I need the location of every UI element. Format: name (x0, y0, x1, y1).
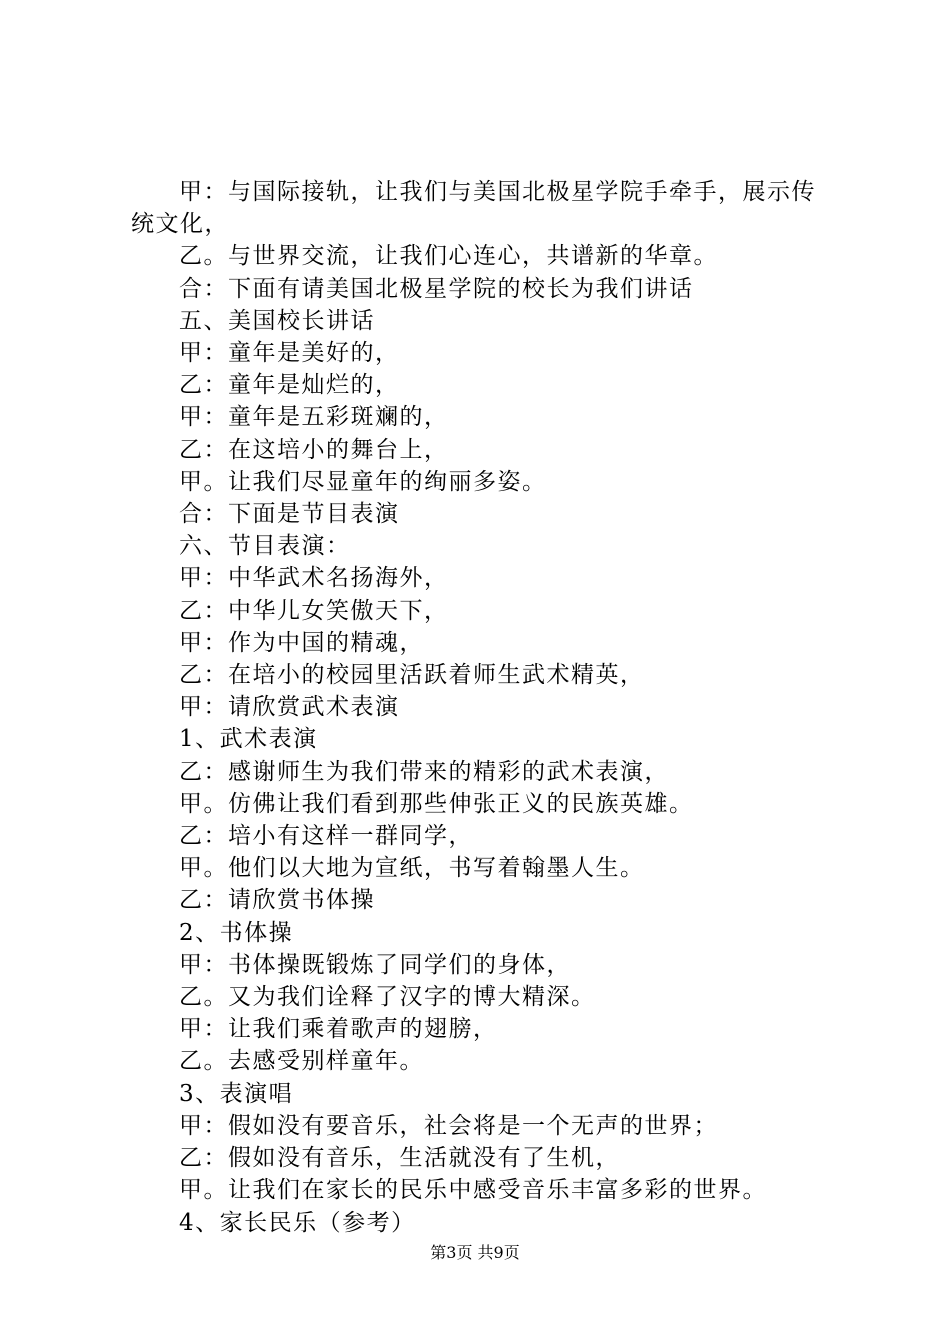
program-item-heading: 4、家长民乐（参考） (179, 1209, 416, 1236)
paragraph: 乙：童年是灿烂的， (179, 372, 400, 399)
document-body (131, 176, 831, 1239)
paragraph: 甲：书体操既锻炼了同学们的身体， (179, 951, 571, 978)
paragraph: 乙。与世界交流，让我们心连心，共谱新的华章。 (179, 243, 718, 270)
paragraph: 合：下面是节目表演 (179, 501, 400, 528)
section-heading: 六、节目表演： (179, 533, 351, 560)
paragraph: 甲：请欣赏武术表演 (179, 694, 400, 721)
paragraph: 乙：在培小的校园里活跃着师生武术精英， (179, 662, 645, 689)
paragraph: 甲：作为中国的精魂， (179, 629, 424, 656)
paragraph: 甲。仿佛让我们看到那些伸张正义的民族英雄。 (179, 790, 694, 817)
page-footer (0, 1243, 950, 1263)
paragraph: 甲。让我们尽显童年的绚丽多姿。 (179, 468, 547, 495)
paragraph: 甲：让我们乘着歌声的翅膀， (179, 1016, 498, 1043)
paragraph: 乙：假如没有音乐，生活就没有了生机， (179, 1145, 620, 1172)
paragraph: 甲：假如没有要音乐，社会将是一个无声的世界； (179, 1112, 718, 1139)
paragraph: 甲：与国际接轨，让我们与美国北极星学院手牵手，展示传统文化， (131, 179, 816, 238)
paragraph: 乙。去感受别样童年。 (179, 1048, 424, 1075)
page-number: 第3页 共9页 (430, 1243, 520, 1262)
paragraph: 甲。他们以大地为宣纸，书写着翰墨人生。 (179, 855, 645, 882)
paragraph: 甲：童年是美好的， (179, 340, 400, 367)
program-item-heading: 1、武术表演 (179, 726, 318, 753)
paragraph: 乙：请欣赏书体操 (179, 887, 375, 914)
paragraph: 合：下面有请美国北极星学院的校长为我们讲话 (179, 275, 694, 302)
section-heading: 五、美国校长讲话 (179, 307, 375, 334)
paragraph: 甲：童年是五彩斑斓的， (179, 404, 449, 431)
paragraph: 乙：在这培小的舞台上， (179, 436, 449, 463)
paragraph: 乙：中华儿女笑傲天下， (179, 597, 449, 624)
paragraph: 乙。又为我们诠释了汉字的博大精深。 (179, 984, 596, 1011)
program-item-heading: 2、书体操 (179, 919, 294, 946)
program-item-heading: 3、表演唱 (179, 1080, 294, 1107)
paragraph: 甲：中华武术名扬海外， (179, 565, 449, 592)
paragraph: 乙：培小有这样一群同学， (179, 823, 473, 850)
paragraph: 乙：感谢师生为我们带来的精彩的武术表演， (179, 758, 669, 785)
paragraph: 甲。让我们在家长的民乐中感受音乐丰富多彩的世界。 (179, 1177, 767, 1204)
